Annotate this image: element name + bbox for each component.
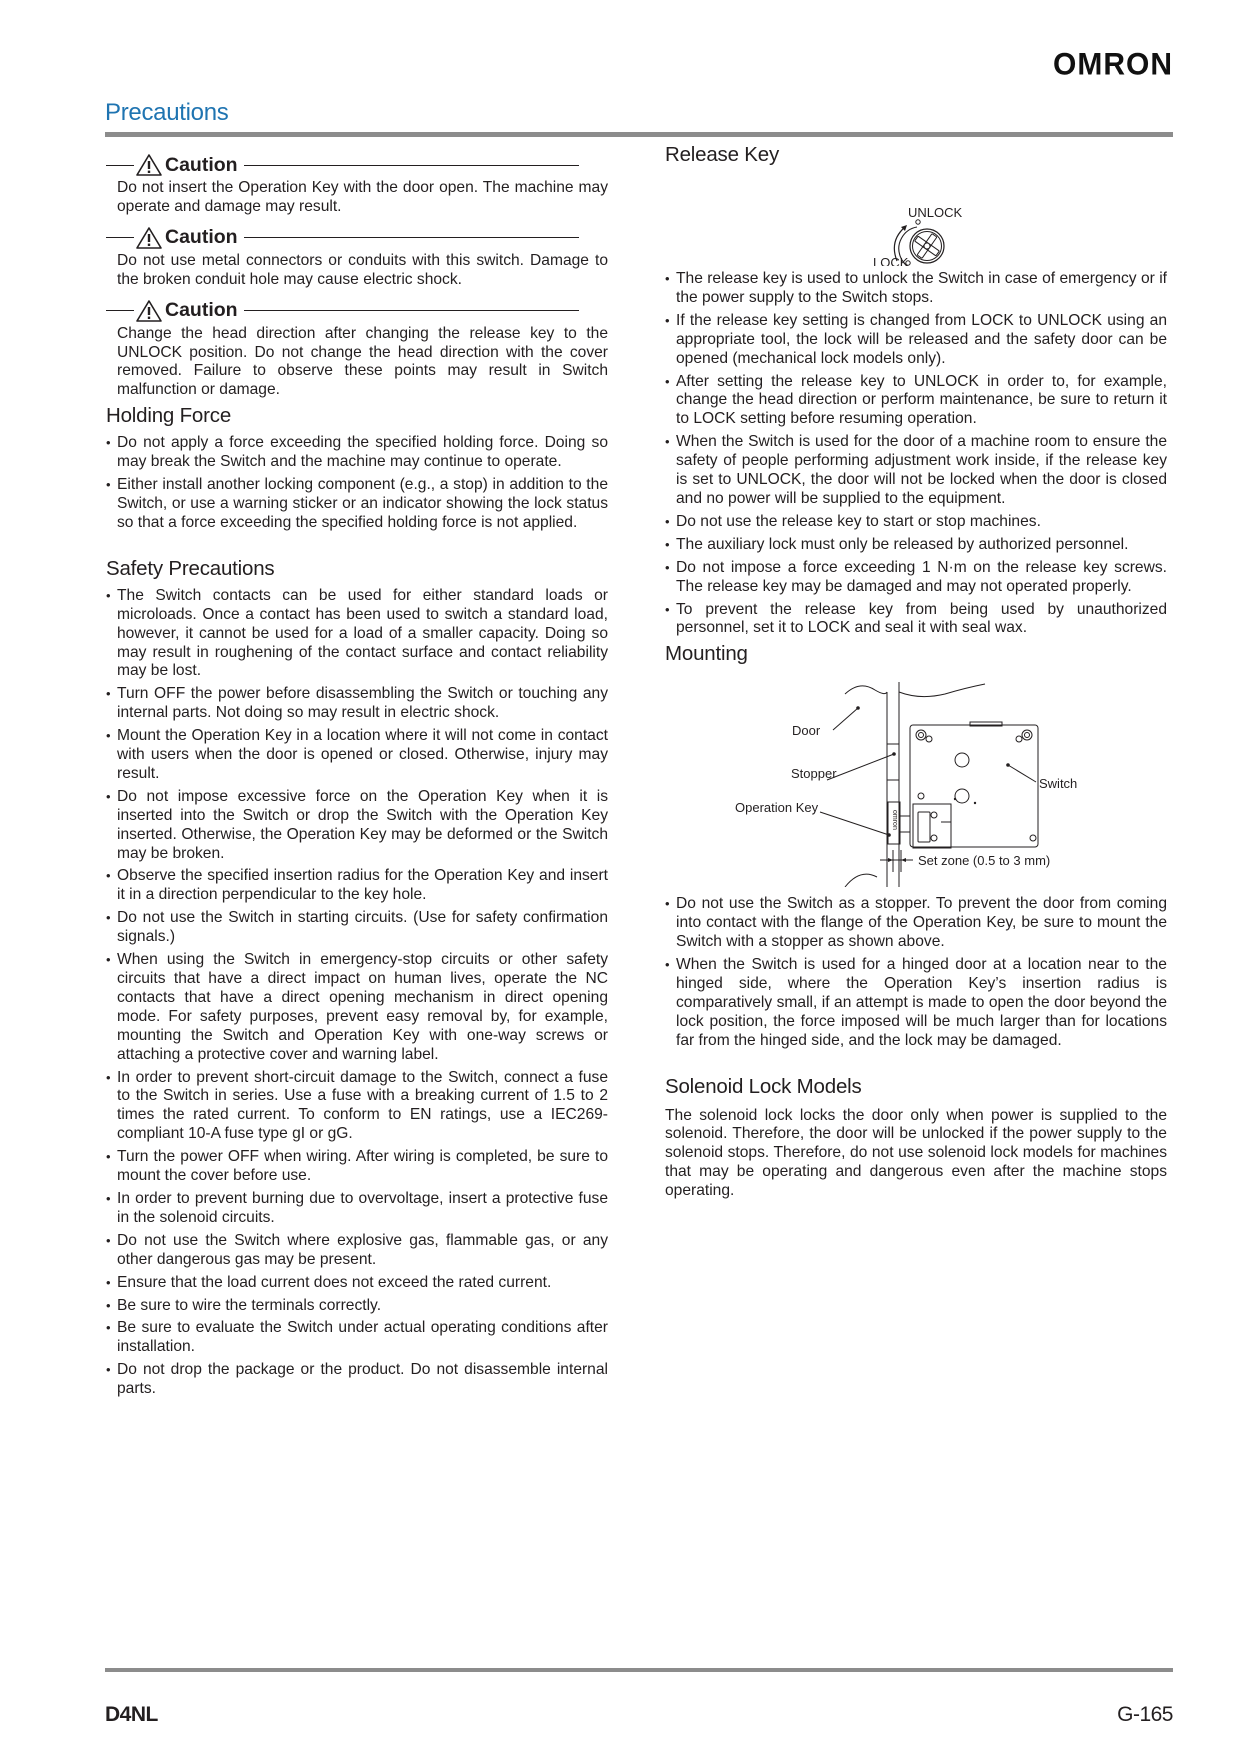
caution-dash	[106, 165, 134, 166]
list-item: • In order to prevent burning due to overvoltage, insert a protective fuse in the solenoid circuits.	[106, 1190, 608, 1228]
caution-label: Caution	[165, 299, 238, 322]
set-zone-label: Set zone (0.5 to 3 mm)	[918, 853, 1051, 869]
header-divider	[105, 132, 1173, 137]
footer-page-number: G-165	[1117, 1703, 1173, 1726]
caution-text: Do not use metal connectors or conduits with this switch. Damage to the broken conduit hole may cause electric shock.	[117, 251, 608, 288]
list-item: • Mount the Operation Key in a location where it will not come in contact with users when the door is opened or closed. Otherwise, injury may result.	[106, 727, 608, 784]
release-key-dial-icon	[665, 171, 1167, 266]
operation-key-label: Operation Key	[735, 800, 819, 816]
key-brand-label: omron	[891, 810, 898, 831]
page-title: Precautions	[105, 99, 229, 126]
list-item: • When the Switch is used for the door of a machine room to ensure the safety of people performing adjustment work inside, if the release key is set to UNLOCK, the door will not be locked when the door is closed and no power will be supplied to the equipment.	[665, 433, 1167, 509]
footer-divider	[105, 1668, 1173, 1672]
list-item: • When the Switch is used for a hinged door at a location near to the hinged side, where the Operation Key’s insertion radius is comparatively small, if an attempt is made to open the door beyond the lock position, the force imposed will be much larger than for locations far from the hinged side, and the lock may be damaged.	[665, 956, 1167, 1051]
mounting-diagram	[665, 672, 1167, 887]
mounting-list	[665, 895, 1167, 1050]
caution-block	[106, 300, 608, 401]
list-item: • Do not use the release key to start or stop machines.	[665, 513, 1167, 532]
release-key-heading: Release Key	[665, 143, 780, 166]
caution-header	[106, 300, 608, 322]
right-column	[665, 143, 1167, 1201]
list-item: • The Switch contacts can be used for either standard loads or microloads. Once a contact has been used to switch a standard load, however, it cannot be used for a load of a smaller capacity. Doing so may result in roughening of the contact surface and contact reliability may be lost.	[106, 587, 608, 682]
caution-block	[106, 227, 608, 290]
list-item: • Do not impose a force exceeding 1 N·m on the release key screws. The release key may be damaged and may not operated properly.	[665, 559, 1167, 597]
list-item: • In order to prevent short-circuit damage to the Switch, connect a fuse to the Switch in series. Use a fuse with a breaking current of 1.5 to 2 times the rated current. To conform to EN ratings, use a IEC269-compliant 10-A fuse type gI or gG.	[106, 1069, 608, 1145]
list-item: • Be sure to wire the terminals correctly.	[106, 1297, 608, 1316]
list-item: • Do not impose excessive force on the Operation Key when it is inserted into the Switch or drop the Switch with the Operation Key inserted. Otherwise, the Operation Key may be deformed or the Switch may be broken.	[106, 788, 608, 864]
release-key-list	[665, 270, 1167, 638]
list-item: • Turn the power OFF when wiring. After wiring is completed, be sure to mount the cover before use.	[106, 1148, 608, 1186]
stopper-label: Stopper	[791, 766, 837, 782]
warning-triangle-icon	[135, 299, 163, 323]
omron-logo: OMRON	[1053, 47, 1173, 82]
list-item: • Turn OFF the power before disassembling the Switch or touching any internal parts. Not doing so may result in electric shock.	[106, 685, 608, 723]
list-item: • The auxiliary lock must only be released by authorized personnel.	[665, 536, 1167, 555]
caution-label: Caution	[165, 226, 238, 249]
solenoid-text: The solenoid lock locks the door only when power is supplied to the solenoid. Therefore, the door will be unlocked if the power supply to the solenoid stops. Therefore, do not use solenoid lock models for machines that may be operating and dangerous even after the machine stops operating.	[665, 1106, 1167, 1200]
caution-text: Do not insert the Operation Key with the door open. The machine may operate and damage may result.	[117, 179, 608, 215]
list-item: • Do not apply a force exceeding the specified holding force. Doing so may break the Switch and the machine may continue to operate.	[106, 434, 608, 472]
caution-dash	[106, 310, 134, 311]
list-item: • After setting the release key to UNLOCK in order to, for example, change the head direction or perform maintenance, be sure to return it to LOCK setting before resuming operation.	[665, 373, 1167, 430]
safety-precautions-heading: Safety Precautions	[106, 556, 275, 580]
unlock-label: UNLOCK	[908, 205, 963, 220]
list-item: • Either install another locking component (e.g., a stop) in addition to the Switch, or use a warning sticker or an indicator showing the lock status so that a force exceeding the specified holding force is not applied.	[106, 476, 608, 533]
caution-header	[106, 227, 608, 249]
lock-label: LOCK	[873, 255, 909, 266]
caution-rule	[244, 165, 579, 166]
caution-text: Change the head direction after changing the release key to the UNLOCK position. Do not change the head direction with the cover removed. Failure to observe these points may result in Switch malfunction or damage.	[117, 324, 608, 399]
list-item: • Do not use the Switch in starting circuits. (Use for safety confirmation signals.)	[106, 909, 608, 947]
list-item: • Be sure to evaluate the Switch under actual operating conditions after installation.	[106, 1319, 608, 1357]
warning-triangle-icon	[135, 226, 163, 250]
safety-precautions-list	[106, 587, 608, 1399]
caution-rule	[244, 310, 579, 311]
list-item: • When using the Switch in emergency-stop circuits or other safety circuits that have a direct impact on human lives, operate the NC contacts that have a direct opening mechanism in direct opening mode. For safety purposes, prevent easy removal by, for example, mounting the Switch and Operation Key with one-way screws or attaching a protective cover and warning label.	[106, 951, 608, 1064]
caution-rule	[244, 237, 579, 238]
switch-label: Switch	[1039, 776, 1078, 792]
list-item: • Do not use the Switch as a stopper. To prevent the door from coming into contact with the flange of the Operation Key, be sure to mount the Switch with a stopper as shown above.	[665, 895, 1167, 952]
solenoid-heading: Solenoid Lock Models	[665, 1074, 862, 1098]
caution-block	[106, 154, 608, 217]
caution-header	[106, 154, 608, 176]
caution-label: Caution	[165, 153, 238, 176]
list-item: • Do not drop the package or the product. Do not disassemble internal parts.	[106, 1361, 608, 1399]
left-column	[106, 150, 608, 1403]
list-item: • Do not use the Switch where explosive gas, flammable gas, or any other dangerous gas may be present.	[106, 1232, 608, 1270]
list-item: • Observe the specified insertion radius for the Operation Key and insert it in a direction perpendicular to the key hole.	[106, 867, 608, 905]
list-item: • If the release key setting is changed from LOCK to UNLOCK using an appropriate tool, the lock will be released and the safety door can be opened (mechanical lock models only).	[665, 312, 1167, 369]
mounting-heading: Mounting	[665, 642, 748, 666]
release-key-figure	[665, 171, 1167, 266]
mounting-figure	[665, 672, 1167, 887]
caution-dash	[106, 237, 134, 238]
footer-model: D4NL	[105, 1703, 158, 1726]
list-item: • The release key is used to unlock the Switch in case of emergency or if the power supply to the Switch stops.	[665, 270, 1167, 308]
holding-force-heading: Holding Force	[106, 404, 232, 428]
list-item: • Ensure that the load current does not exceed the rated current.	[106, 1274, 608, 1293]
list-item: • To prevent the release key from being used by unauthorized personnel, set it to LOCK and seal it with seal wax.	[665, 601, 1167, 639]
warning-triangle-icon	[135, 153, 163, 177]
door-label: Door	[792, 723, 821, 739]
holding-force-list	[106, 434, 608, 533]
